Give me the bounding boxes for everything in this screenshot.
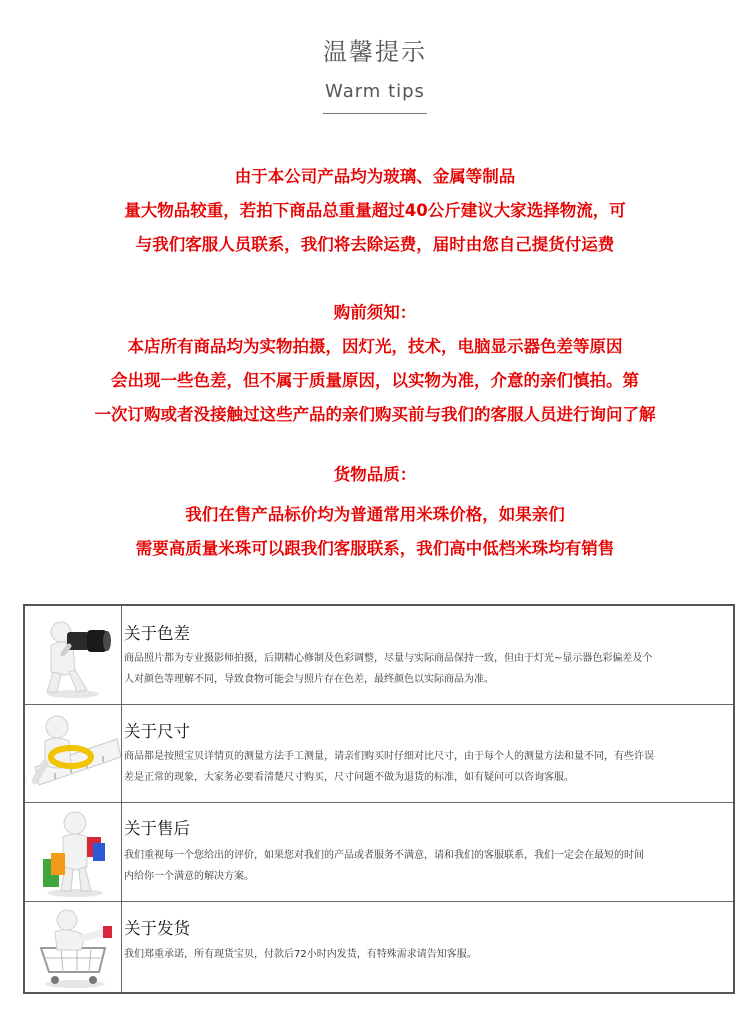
title-divider [323,113,427,114]
shopping-cart-figure-icon [25,902,122,992]
info-line: 我们重视每一个您给出的评价，如果您对我们的产品或者服务不满意，请和我们的客服联系，我们一定会在最短的时间 [124,850,644,861]
notice-line: 我们在售产品标价均为普通常用米珠价格，如果亲们 [185,505,565,524]
notice-weight [0,160,750,262]
page-title: 温馨提示 [323,38,427,66]
info-line: 内给你一个满意的解决方案。 [124,871,254,882]
notice-line: 一次订购或者没接触过这些产品的亲们购买前与我们的客服人员进行询问了解 [94,405,656,424]
notice-line: 需要高质量米珠可以跟我们客服联系，我们高中低档米珠均有销售 [135,539,615,558]
info-line: 商品都是按照宝贝详情页的测量方法手工测量，请亲们购买时仔细对比尺寸，由于每个人的测量方法和量不同，有些许误 [124,751,654,762]
tape-measure-figure-icon [25,705,122,802]
header [0,36,750,114]
info-row-shipping [25,902,733,992]
notice-line: 会出现一些色差，但不属于质量原因，以实物为准，介意的亲们慎拍。第 [111,371,639,390]
shopping-bags-figure-icon [25,803,122,901]
page-subtitle: Warm tips [325,81,425,102]
info-text [124,606,729,690]
camera-figure-icon [25,606,122,704]
info-line: 差是正常的现象，大家务必要看清楚尺寸购买，尺寸问题不做为退货的标准，如有疑问可以咨询客服。 [124,772,574,783]
notice-heading: 购前须知： [333,303,417,322]
info-line: 商品照片都为专业摄影师拍摄，后期精心修制及色彩调整，尽量与实际商品保持一致，但由于灯光~显示器色彩偏差及个 [124,653,653,664]
notice-line: 与我们客服人员联系，我们将去除运费，届时由您自己提货付运费 [135,235,615,254]
info-title: 关于尺寸 [124,722,190,741]
info-line: 人对颜色等理解不同，导致食物可能会与照片存在色差，最终颜色以实际商品为准。 [124,674,494,685]
info-text [124,803,729,887]
info-text [124,902,729,965]
info-row-after-sales [25,803,733,902]
notice-line: 量大物品较重，若拍下商品总重量超过40公斤建议大家选择物流，可 [124,201,626,220]
notice-line: 由于本公司产品均为玻璃、金属等制品 [234,167,516,186]
info-text [124,705,729,788]
info-table [23,604,735,994]
notice-line: 本店所有商品均为实物拍摄，因灯光，技术，电脑显示器色差等原因 [127,337,623,356]
info-title: 关于色差 [124,624,190,643]
info-title: 关于售后 [124,819,190,838]
info-title: 关于发货 [124,919,190,938]
notice-quality [0,458,750,566]
notice-before-purchase [0,296,750,432]
info-row-size [25,705,733,803]
notice-heading: 货物品质： [333,465,417,484]
info-line: 我们郑重承诺，所有现货宝贝，付款后72小时内发货，有特殊需求请告知客服。 [124,949,477,960]
info-row-color [25,606,733,705]
